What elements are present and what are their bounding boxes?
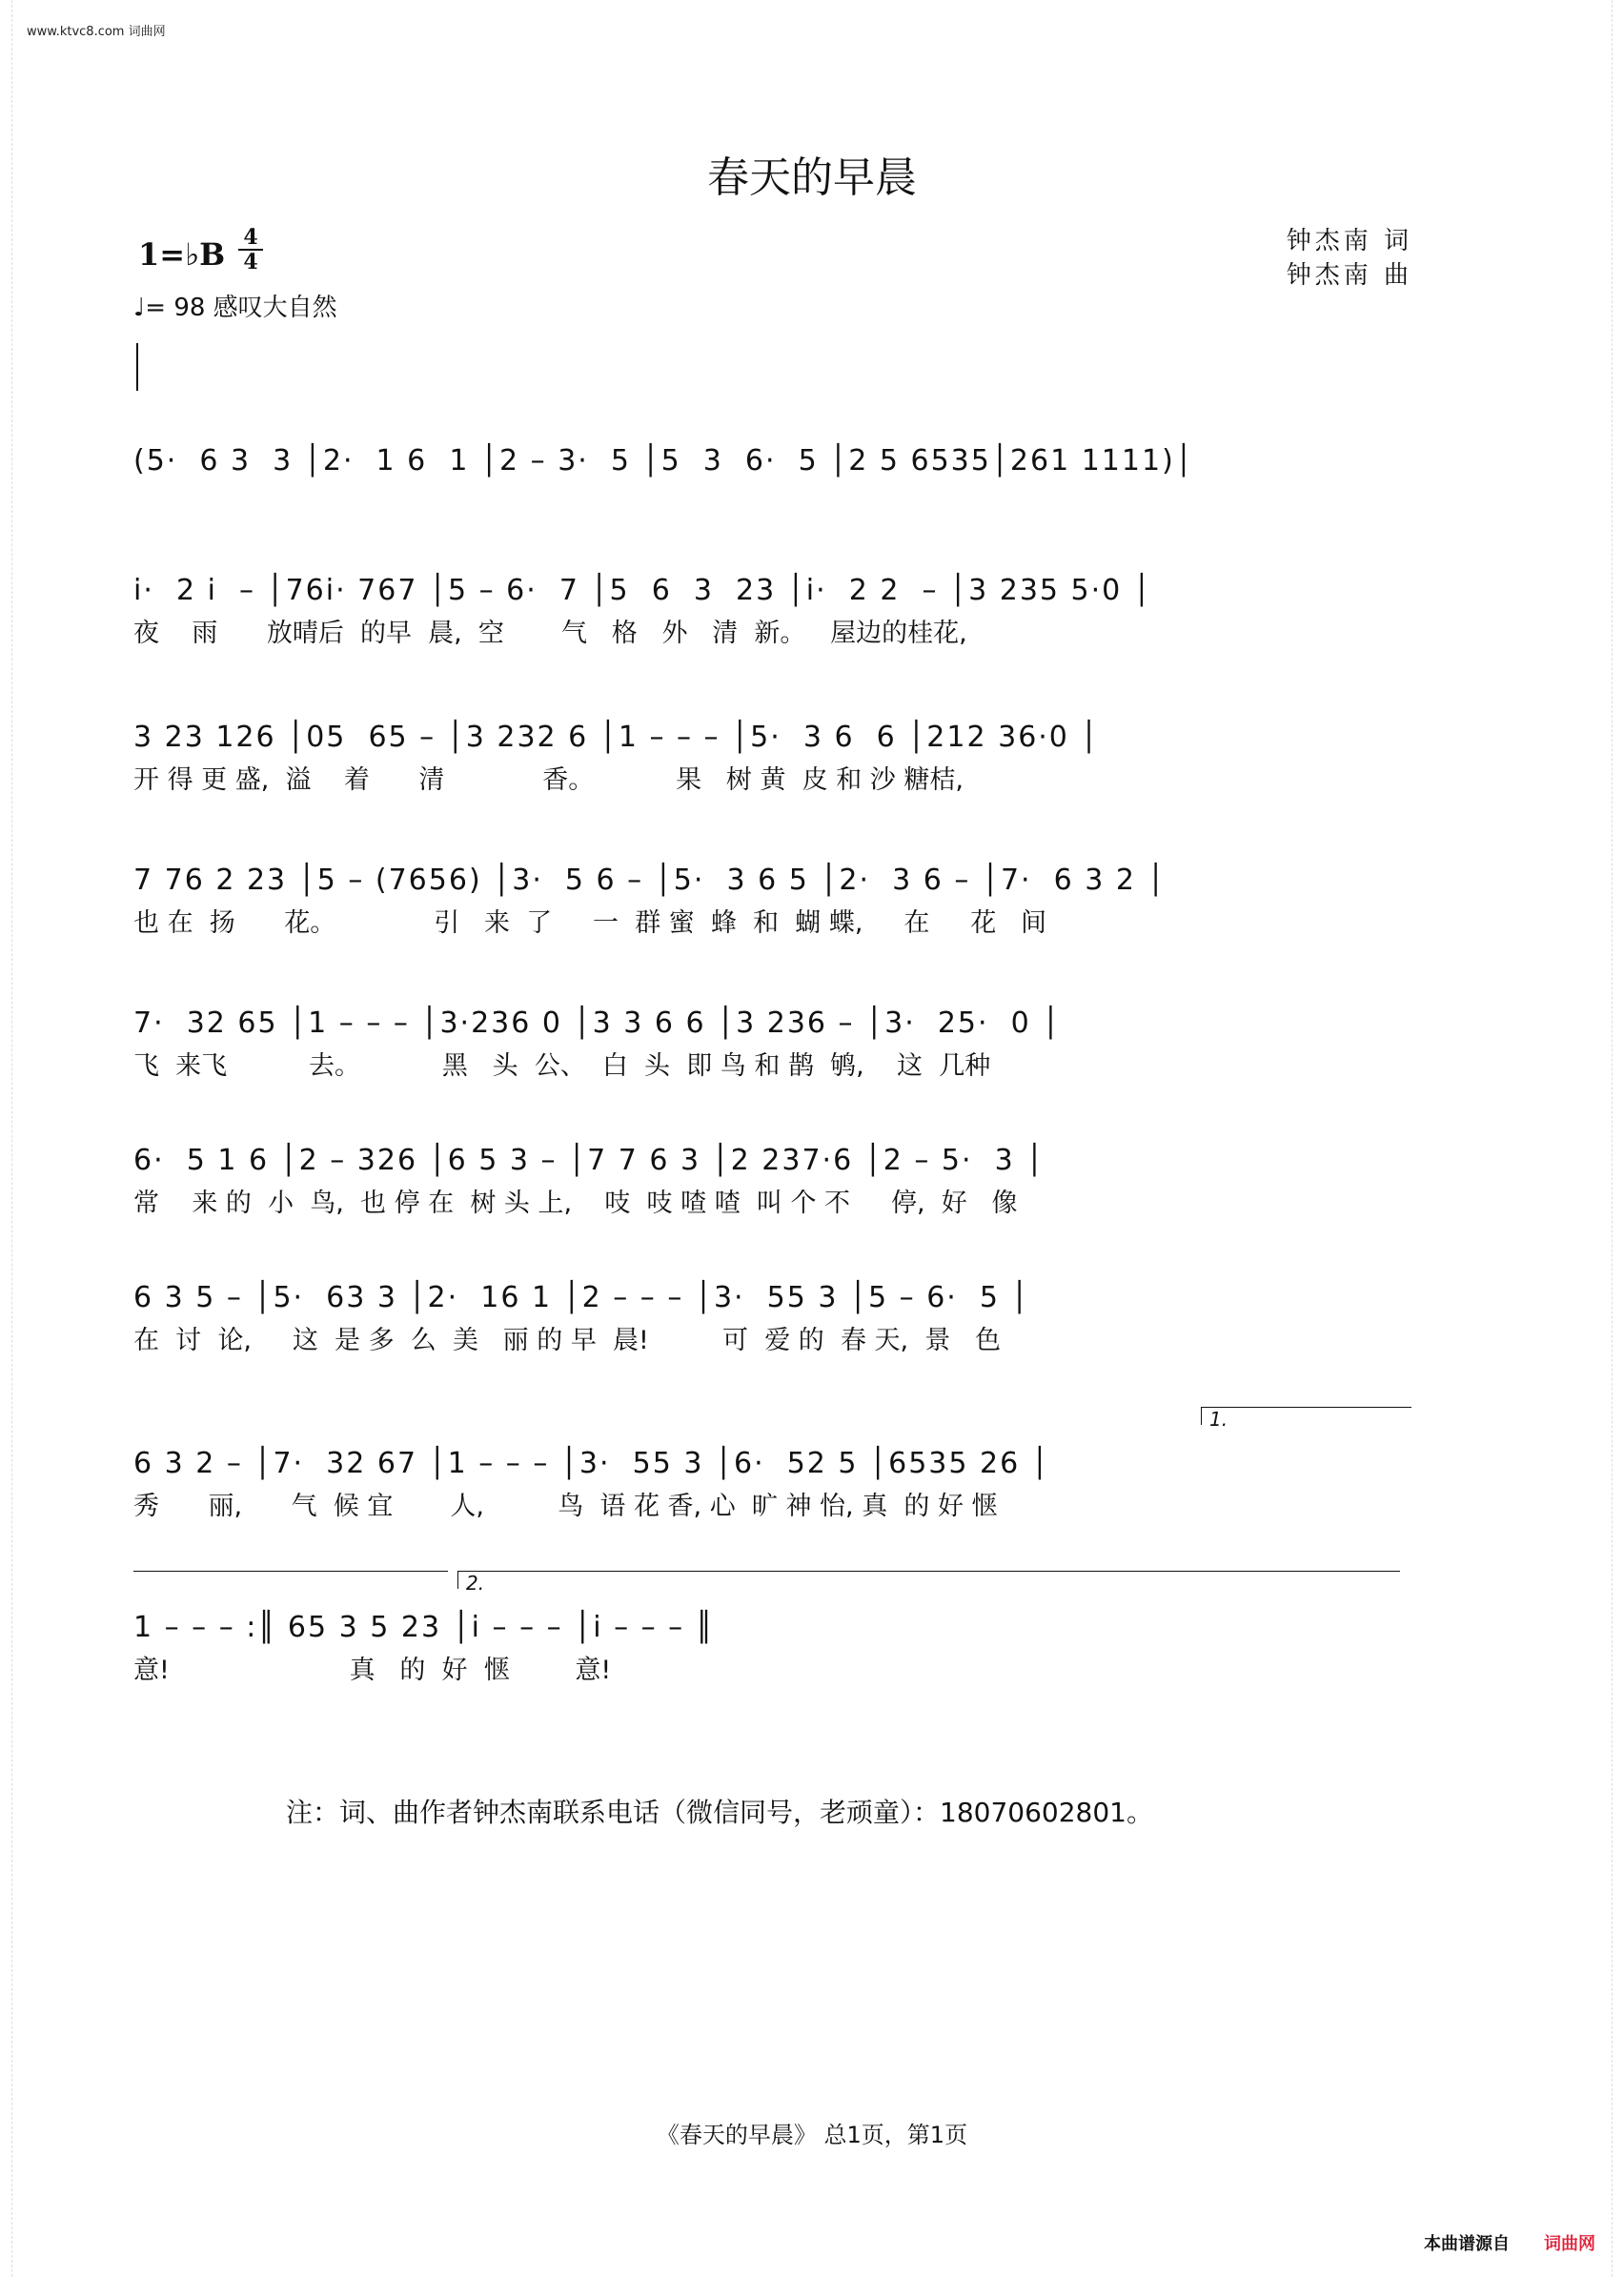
lyric-line: 在 讨 论, 这 是 多 么 美 丽 的 早 晨! 可 爱 的 春 天, 景 色 xyxy=(133,1326,1002,1355)
page-footer: 《春天的早晨》 总1页，第1页 xyxy=(656,2122,968,2148)
site-url[interactable]: www.ktvc8.com 词曲网 xyxy=(27,25,166,39)
time-signature xyxy=(238,227,263,273)
left-margin-watermark xyxy=(0,0,12,2277)
notation-line: (5· 6 3 3 │2· 1 6 1 │2 – 3· 5 │5 3 6· 5 │2 5 6535│261 1111)│ xyxy=(133,444,1194,478)
time-signature-bottom: 4 xyxy=(243,250,258,274)
lyric-line: 飞 来飞 去。 黑 头 公、 白 头 即 鸟 和 鹊 鸲, 这 几种 xyxy=(133,1051,991,1081)
brand-logo[interactable]: 词曲网 xyxy=(1544,2234,1595,2254)
lyric-line: 开 得 更 盛, 溢 着 清 香。 果 树 黄 皮 和 沙 糖桔, xyxy=(133,765,964,795)
start-barline xyxy=(136,343,138,391)
lyric-line: 也 在 扬 花。 引 来 了 一 群 蜜 蜂 和 蝴 蝶, 在 花 间 xyxy=(133,908,1047,938)
notation-line: i· 2 i – │76i· 767 │5 – 6· 7 │5 6 3 23 │i· 2 2 – │3 235 5·0 │ xyxy=(133,574,1152,607)
notation-line: 1 – – – :║ 65 3 5 23 │i – – – │i – – – ║ xyxy=(133,1611,715,1644)
lyricist-credit: 钟杰南 词 xyxy=(1286,227,1412,255)
right-margin-watermark xyxy=(1612,0,1624,2277)
notation-line: 7· 32 65 │1 – – – │3·236 0 │3 3 6 6 │3 236 – │3· 25· 0 │ xyxy=(133,1006,1062,1040)
contact-footnote: 注：词、曲作者钟杰南联系电话（微信同号，老顽童）：18070602801。 xyxy=(286,1797,1153,1828)
second-ending-bracket: 2. xyxy=(457,1571,1400,1589)
first-ending-bracket: 1. xyxy=(1201,1407,1411,1425)
lyric-line: 常 来 的 小 鸟, 也 停 在 树 头 上, 吱 吱 喳 喳 叫 个 不 停, 好 像 xyxy=(133,1189,1018,1218)
notation-line: 6 3 2 – │7· 32 67 │1 – – – │3· 55 3 │6· 52 5 │6535 26 │ xyxy=(133,1447,1050,1480)
lyric-line: 秀 丽, 气 候 宜 人, 鸟 语 花 香, 心 旷 神 怡, 真 的 好 惬 xyxy=(133,1492,998,1521)
source-label: 本曲谱源自 xyxy=(1424,2234,1510,2254)
notation-line: 6· 5 1 6 │2 – 326 │6 5 3 – │7 7 6 3 │2 237·6 │2 – 5· 3 │ xyxy=(133,1144,1045,1177)
notation-line: 7 76 2 23 │5 – (7656) │3· 5 6 – │5· 3 6 5 │2· 3 6 – │7· 6 3 2 │ xyxy=(133,864,1167,897)
first-ending-continuation xyxy=(133,1571,448,1589)
notation-line: 6 3 5 – │5· 63 3 │2· 16 1 │2 – – – │3· 55 3 │5 – 6· 5 │ xyxy=(133,1281,1030,1314)
lyric-line: 意! 真 的 好 惬 意! xyxy=(133,1656,612,1685)
lyric-line: 夜 雨 放晴后 的早 晨, 空 气 格 外 清 新。 屋边的桂花, xyxy=(133,619,967,648)
time-signature-top: 4 xyxy=(243,225,258,250)
key-signature: 1=♭B xyxy=(138,236,226,273)
notation-line: 3 23 126 │05 65 – │3 232 6 │1 – – – │5· 3 6 6 │212 36·0 │ xyxy=(133,721,1100,754)
composer-credit: 钟杰南 曲 xyxy=(1286,261,1412,290)
song-title: 春天的早晨 xyxy=(707,153,917,202)
tempo-marking: ♩= 98 感叹大自然 xyxy=(133,294,337,322)
